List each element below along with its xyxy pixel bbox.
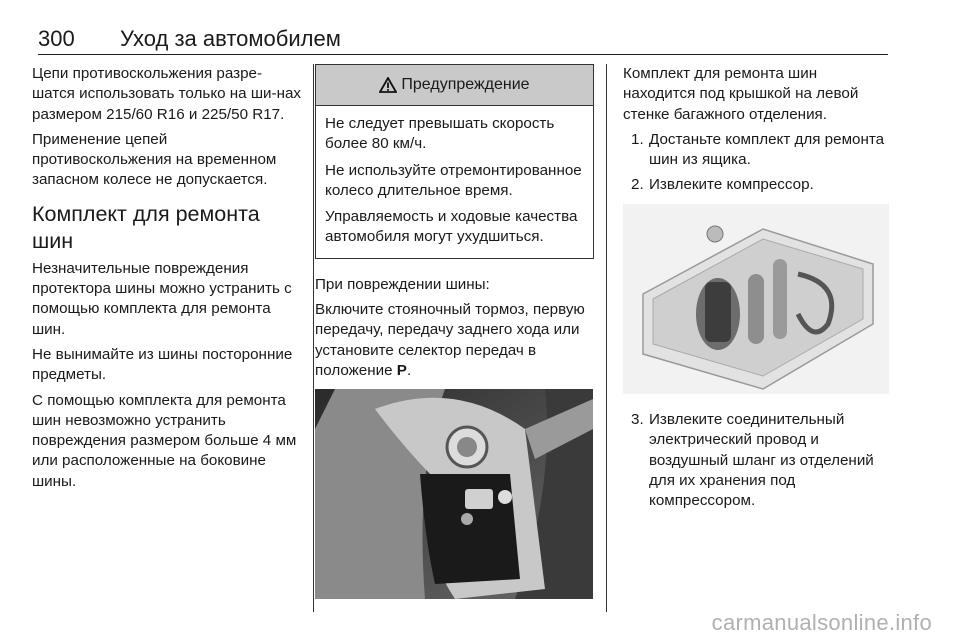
paragraph-minor-damage: Незначительные повреждения протектора шины можно устранить с помощью комплекта для ремонта шин.: [32, 259, 292, 338]
step-text: Достаньте комплект для ремонта шин из ящика.: [649, 130, 885, 169]
paragraph-foreign-objects: Не вынимайте из шины посторонние предметы.: [32, 345, 293, 384]
warning-box: [315, 64, 594, 259]
warning-body: [316, 106, 593, 258]
paragraph-chains-spare: Применение цепей противоскольжения на временном запасном колесе не допускается.: [32, 130, 277, 189]
step-text: Извлеките соединительный электрический провод и воздушный шланг из отделений для их хранения под компрессором.: [649, 411, 874, 510]
page-header: [38, 20, 888, 55]
photo-compressor-box: [623, 204, 889, 400]
column-middle: [315, 64, 597, 616]
warning-speed: Не следует превышать скорость более 80 км/ч.: [325, 115, 555, 153]
column-divider-left: [313, 64, 314, 612]
paragraph-kit-limits: С помощью комплекта для ремонта шин невозможно устранить повреждения размером больше 4 мм или расположенные на боковине шины.: [32, 391, 297, 490]
warning-header: [316, 65, 593, 106]
step-item: 1. Достаньте комплект для ремонта шин из ящика.: [631, 130, 889, 171]
page-number: 300: [38, 26, 75, 51]
paragraph-kit-location: Комплект для ремонта шин находится под крышкой на левой стенке багажного отделения.: [623, 65, 859, 123]
warning-duration: Не используйте отремонтированное колесо длительное время.: [325, 161, 582, 199]
section-title: Уход за автомобилем: [120, 26, 341, 51]
warning-title: Предупреждение: [401, 75, 530, 93]
paragraph-park-brake: Включите стояночный тормоз, первую передачу, передачу заднего хода или установите селектор передач в положение P.: [315, 301, 585, 379]
warning-handling: Управляемость и ходовые качества автомобиля могут ухудшиться.: [325, 208, 578, 246]
paragraph-chains-sizes: Цепи противоскольжения разре-шатся использовать только на ши-нах размером 215/60 R16 и 225/50 R17.: [32, 65, 302, 123]
photo-trunk-side-panel: [315, 389, 597, 605]
watermark: carmanualsonline.info: [711, 610, 932, 635]
step-item: 2. Извлеките компрессор.: [631, 175, 889, 195]
warning-triangle-icon: [379, 77, 397, 93]
heading-repair-kit: Комплект для ремонта шин: [32, 201, 260, 253]
paragraph-on-damage: При повреждении шины:: [315, 275, 490, 293]
column-left: [32, 64, 302, 497]
gear-p: P: [396, 361, 407, 379]
step-text: Извлеките компрессор.: [649, 176, 814, 194]
column-right: [623, 64, 889, 517]
column-divider-right: [606, 64, 607, 612]
step-item: 3. Извлеките соединительный электрический провод и воздушный шланг из отделений для их хранения под компрессором.: [631, 410, 889, 511]
